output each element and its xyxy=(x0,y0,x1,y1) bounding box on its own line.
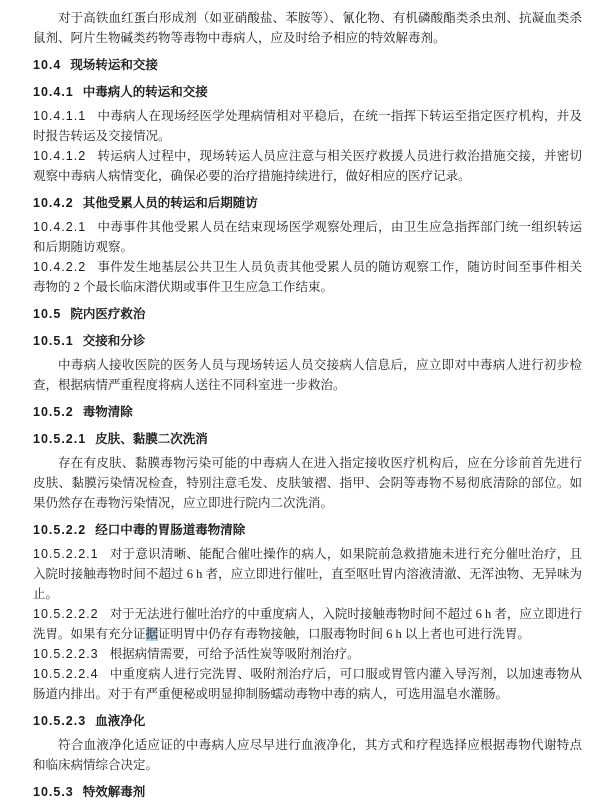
paragraph-text: 中毒病人接收医院的医务人员与现场转运人员交接病人信息后，应立即对中毒病人进行初步检查，根据病情严重程度将病人送往不同科室进一步救治。 xyxy=(33,358,582,392)
clause-number: 10.5 xyxy=(33,307,62,321)
clause-number: 10.4.2.1 xyxy=(33,220,87,234)
clause-number: 10.4.1.2 xyxy=(33,149,87,163)
clause-number: 10.4.2 xyxy=(33,196,74,210)
section-heading xyxy=(33,520,582,540)
section-heading xyxy=(33,711,582,731)
paragraph-text: 中毒病人在现场经医学处理病情相对平稳后，在统一指挥下转运至指定医疗机构，并及时报告转运及交接情况。 xyxy=(33,109,582,143)
paragraph-text: 毒物清除 xyxy=(82,405,133,419)
paragraph-text: 交接和分诊 xyxy=(82,334,146,348)
clause-number: 10.5.2 xyxy=(33,405,74,419)
clause-number: 10.5.2.2.2 xyxy=(33,607,99,621)
numbered-clause xyxy=(33,544,582,604)
numbered-clause xyxy=(33,146,582,186)
clause-number: 10.4 xyxy=(33,58,62,72)
paragraph-text: 中毒事件其他受累人员在结束现场医学观察处理后，由卫生应急指挥部门统一组织转运和后期随访观察。 xyxy=(33,220,582,254)
paragraph-text: 经口中毒的胃肠道毒物清除 xyxy=(95,523,246,537)
clause-number: 10.4.2.2 xyxy=(33,260,87,274)
numbered-clause xyxy=(33,644,582,664)
clause-number: 10.5.2.2 xyxy=(33,523,87,537)
paragraph-text: 血液净化 xyxy=(95,714,146,728)
clause-number: 10.5.2.2.1 xyxy=(33,547,99,561)
paragraph-text: 院内医疗救治 xyxy=(70,307,146,321)
paragraph-text: 转运病人过程中，现场转运人员应注意与相关医疗救援人员进行救治措施交接，并密切观察中毒病人病情变化，确保必要的治疗措施持续进行，做好相应的医疗记录。 xyxy=(33,149,582,183)
section-heading xyxy=(33,782,582,802)
section-heading xyxy=(33,429,582,449)
numbered-clause xyxy=(33,257,582,297)
section-heading xyxy=(33,402,582,422)
numbered-clause xyxy=(33,604,582,644)
body-paragraph xyxy=(33,8,582,48)
numbered-clause xyxy=(33,664,582,704)
body-paragraph xyxy=(33,735,582,775)
paragraph-text: 对于高铁血红蛋白形成剂（如亚硝酸盐、苯胺等）、氰化物、有机磷酸酯类杀虫剂、抗凝血类杀鼠剂、阿片生物碱类药物等毒物中毒病人，应及时给予相应的特效解毒剂。 xyxy=(33,11,582,45)
paragraph-text: 对于意识清晰、能配合催吐操作的病人，如果院前急救措施未进行充分催吐治疗，且入院时接触毒物时间不超过 6 h 者，应立即进行催吐，直至呕吐胃内溶液清澈、无浑浊物、无异味为止。 xyxy=(33,547,582,601)
numbered-clause xyxy=(33,217,582,257)
section-heading xyxy=(33,304,582,324)
paragraph-text: 事件发生地基层公共卫生人员负责其他受累人员的随访观察工作，随访时间至事件相关毒物的 2 个最长临床潜伏期或事件卫生应急工作结束。 xyxy=(33,260,582,294)
clause-number: 10.5.2.3 xyxy=(33,714,87,728)
text-segment: 对于无法进行催吐治疗的中重度病人，入院时接触毒物时间不超过 6 h 者，应立即进行洗胃。如果有充分证 xyxy=(33,607,582,641)
clause-number: 10.4.1 xyxy=(33,85,74,99)
paragraph-text: 现场转运和交接 xyxy=(70,58,158,72)
body-paragraph xyxy=(33,453,582,513)
section-heading xyxy=(33,193,582,213)
text-highlight: 据 xyxy=(145,627,159,641)
paragraph-text: 皮肤、黏膜二次洗消 xyxy=(95,432,208,446)
section-heading xyxy=(33,55,582,75)
paragraph-text: 根据病情需要，可给予活性炭等吸附剂治疗。 xyxy=(109,647,360,661)
paragraph-text: 特效解毒剂 xyxy=(82,785,146,799)
numbered-clause xyxy=(33,106,582,146)
text-segment: 证明胃中仍存有毒物接触，口服毒物时间 6 h 以上者也可进行洗胃。 xyxy=(158,627,530,641)
paragraph-text: 符合血液净化适应证的中毒病人应尽早进行血液净化，其方式和疗程选择应根据毒物代谢特点和临床病情综合决定。 xyxy=(33,738,582,772)
clause-number: 10.5.3 xyxy=(33,785,74,799)
paragraph-text: 中重度病人进行完洗胃、吸附剂治疗后，可口服或胃管内灌入导泻剂，以加速毒物从肠道内排出。对于有严重便秘或明显抑制肠蠕动毒物中毒的病人，可选用温皂水灌肠。 xyxy=(33,667,582,701)
clause-number: 10.4.1.1 xyxy=(33,109,87,123)
clause-number: 10.5.1 xyxy=(33,334,74,348)
clause-number: 10.5.2.2.4 xyxy=(33,667,99,681)
body-paragraph xyxy=(33,355,582,395)
clause-number: 10.5.2.1 xyxy=(33,432,87,446)
paragraph-text: 存在有皮肤、黏膜毒物污染可能的中毒病人在进入指定接收医疗机构后，应在分诊前首先进行皮肤、黏膜污染情况检查，特别注意毛发、皮肤皱褶、指甲、会阴等毒物不易彻底清除的部位。如果仍然存在毒物污染情况，应立即进行院内二次洗消。 xyxy=(33,456,582,510)
paragraph-text: 其他受累人员的转运和后期随访 xyxy=(82,196,258,210)
paragraph-text: 中毒病人的转运和交接 xyxy=(82,85,208,99)
section-heading xyxy=(33,82,582,102)
clause-number: 10.5.2.2.3 xyxy=(33,647,99,661)
section-heading xyxy=(33,331,582,351)
